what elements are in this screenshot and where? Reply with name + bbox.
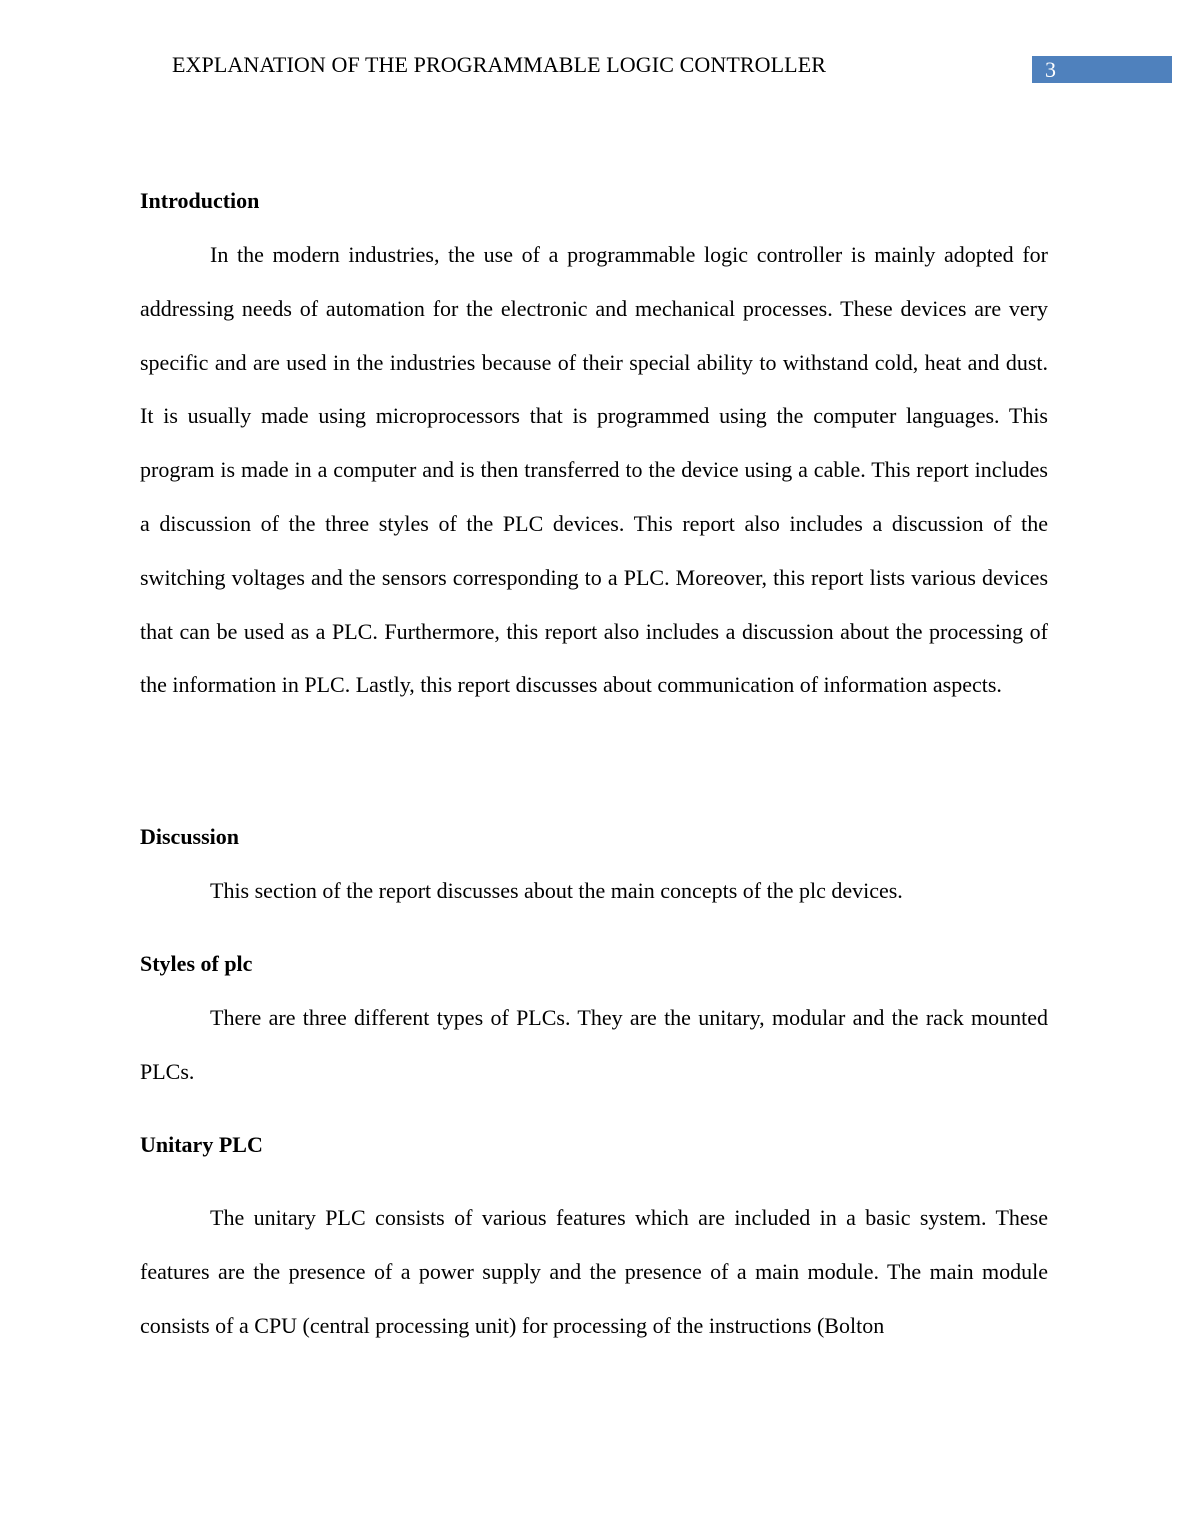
heading-discussion: Discussion — [140, 824, 240, 849]
running-head: EXPLANATION OF THE PROGRAMMABLE LOGIC CONTROLLER — [172, 52, 827, 77]
styles-of-plc-paragraph: There are three different types of PLCs. They are the unitary, modular and the rack mounted PLCs. — [140, 1005, 1048, 1084]
heading-styles-of-plc: Styles of plc — [140, 951, 253, 976]
discussion-body — [140, 864, 1048, 918]
discussion-paragraph: This section of the report discusses about the main concepts of the plc devices. — [210, 878, 903, 903]
heading-unitary-plc: Unitary PLC — [140, 1132, 263, 1157]
styles-of-plc-body — [140, 991, 1048, 1099]
introduction-body — [140, 228, 1048, 712]
unitary-plc-paragraph: The unitary PLC consists of various features which are included in a basic system. These features are the presence of a power supply and the presence of a main module. The main module consists of a CPU (central processing unit) for processing of the instructions (Bolton — [140, 1205, 1048, 1338]
unitary-plc-body — [140, 1191, 1048, 1352]
introduction-paragraph: In the modern industries, the use of a programmable logic controller is mainly adopted for addressing needs of automation for the electronic and mechanical processes. These devices are very specific and are used in the industries because of their special ability to withstand cold, heat and dust. It is usually made using microprocessors that is programmed using the computer languages. This program is made in a computer and is then transferred to the device using a cable. This report includes a discussion of the three styles of the PLC devices. This report also includes a discussion of the switching voltages and the sensors corresponding to a PLC. Moreover, this report lists various devices that can be used as a PLC. Furthermore, this report also includes a discussion about the processing of the information in PLC. Lastly, this report discusses about communication of information aspects. — [140, 242, 1048, 698]
page-number-badge: 3 — [1032, 56, 1172, 83]
heading-introduction: Introduction — [140, 188, 260, 213]
